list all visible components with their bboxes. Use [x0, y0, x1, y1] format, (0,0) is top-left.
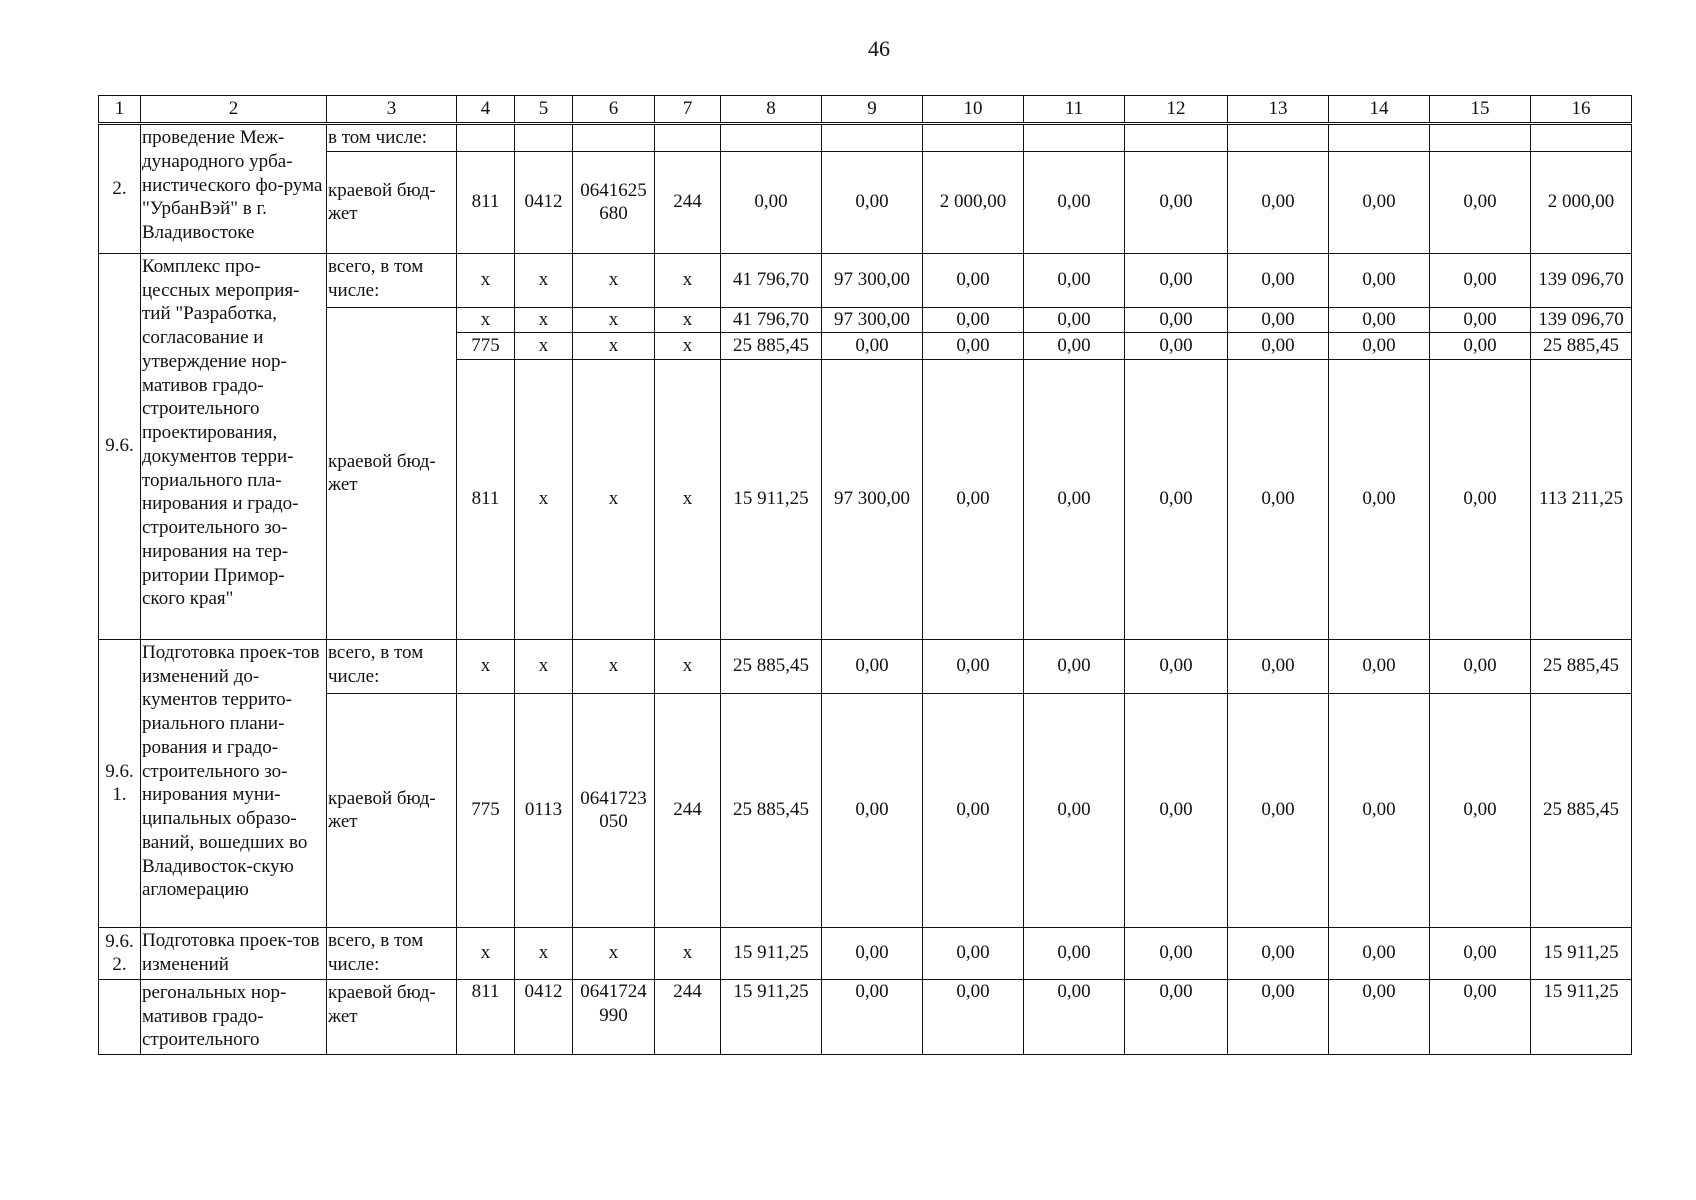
table-cell: 0,00 — [1228, 693, 1329, 927]
table-cell: 0,00 — [1430, 979, 1531, 1054]
table-cell: 0,00 — [1125, 693, 1228, 927]
table-cell: 0,00 — [1228, 151, 1329, 253]
table-cell: 25 885,45 — [1531, 693, 1632, 927]
table-cell: 0,00 — [1125, 359, 1228, 639]
table-cell: 0,00 — [1329, 307, 1430, 332]
table-cell: 0,00 — [1125, 639, 1228, 693]
table-cell: 811 — [457, 151, 515, 253]
table-cell: 0,00 — [1430, 151, 1531, 253]
header-cell: 14 — [1329, 96, 1430, 124]
table-row — [99, 307, 1632, 332]
measure-name: Комплекс про-цессных мероприя-тий "Разработка, согласование и утверждение нор-мативов градо-строительного проектирования, документов терри-ториального пла-нирования и градо-строительного зо-нирования на тер-ритории Примор-ского края" — [141, 253, 327, 639]
table-cell: 0,00 — [923, 307, 1024, 332]
funding-source: краевой бюд-жет — [327, 307, 457, 639]
row-number: 9.6. 2. — [99, 927, 141, 979]
table-cell: 811 — [457, 359, 515, 639]
table-cell: x — [573, 639, 655, 693]
table-cell: 25 885,45 — [721, 639, 822, 693]
funding-source: всего, в том числе: — [327, 639, 457, 693]
table-cell: 0,00 — [1430, 307, 1531, 332]
table-row — [99, 979, 1632, 1054]
header-cell: 13 — [1228, 96, 1329, 124]
table-cell: 15 911,25 — [721, 359, 822, 639]
header-cell: 7 — [655, 96, 721, 124]
table-cell: 0,00 — [1228, 979, 1329, 1054]
table-cell: 775 — [457, 332, 515, 359]
funding-source: всего, в том числе: — [327, 253, 457, 307]
table-cell: 0,00 — [1125, 927, 1228, 979]
table-cell: x — [515, 332, 573, 359]
header-cell: 1 — [99, 96, 141, 124]
table-cell: 0,00 — [1228, 307, 1329, 332]
table-cell: 0,00 — [1024, 307, 1125, 332]
table-cell: 0,00 — [923, 639, 1024, 693]
table-cell: 0,00 — [1024, 332, 1125, 359]
table-cell: 0,00 — [923, 332, 1024, 359]
table-cell: 0,00 — [1228, 359, 1329, 639]
table-cell: 0,00 — [721, 151, 822, 253]
table-cell: 775 — [457, 693, 515, 927]
header-cell: 8 — [721, 96, 822, 124]
table-cell: 97 300,00 — [822, 253, 923, 307]
measure-name: проведение Меж-дународного урба-нистического фо-рума "УрбанВэй" в г. Владивостоке — [141, 124, 327, 254]
table-cell: x — [573, 332, 655, 359]
table-cell: 25 885,45 — [1531, 639, 1632, 693]
table-row — [99, 693, 1632, 927]
table-cell: 0,00 — [1024, 151, 1125, 253]
table-cell: 15 911,25 — [1531, 979, 1632, 1054]
header-cell: 11 — [1024, 96, 1125, 124]
table-cell: 0,00 — [1329, 979, 1430, 1054]
table-cell: x — [655, 359, 721, 639]
table-cell: 0,00 — [1024, 693, 1125, 927]
funding-source: краевой бюд-жет — [327, 151, 457, 253]
funding-source: краевой бюд-жет — [327, 979, 457, 1054]
budget-table — [98, 95, 1632, 1055]
table-cell: 0,00 — [1430, 693, 1531, 927]
measure-name: Подготовка проек-тов изменений — [141, 927, 327, 979]
header-cell: 15 — [1430, 96, 1531, 124]
row-number: 9.6. 1. — [99, 639, 141, 927]
table-cell: 0,00 — [1430, 332, 1531, 359]
table-cell: 0,00 — [822, 693, 923, 927]
header-cell: 10 — [923, 96, 1024, 124]
row-number: 2. — [99, 124, 141, 254]
funding-source: всего, в том числе: — [327, 927, 457, 979]
table-cell: 15 911,25 — [721, 927, 822, 979]
table-cell: 0,00 — [1125, 307, 1228, 332]
table-cell: 2 000,00 — [923, 151, 1024, 253]
table-cell: 0,00 — [1125, 332, 1228, 359]
table-cell: 0412 — [515, 151, 573, 253]
table-cell: 25 885,45 — [721, 332, 822, 359]
table-cell: 0,00 — [1024, 359, 1125, 639]
table-cell: 15 911,25 — [1531, 927, 1632, 979]
table-cell: x — [655, 639, 721, 693]
header-cell: 9 — [822, 96, 923, 124]
table-cell: 0,00 — [1024, 927, 1125, 979]
table-cell: 0,00 — [1430, 639, 1531, 693]
table-cell: 139 096,70 — [1531, 307, 1632, 332]
table-cell: x — [655, 253, 721, 307]
table-cell: 25 885,45 — [1531, 332, 1632, 359]
table-cell: x — [515, 639, 573, 693]
header-cell: 5 — [515, 96, 573, 124]
table-cell: 139 096,70 — [1531, 253, 1632, 307]
header-row — [99, 96, 1632, 124]
funding-source: в том числе: — [327, 124, 457, 152]
table-cell: 41 796,70 — [721, 307, 822, 332]
table-cell: 0,00 — [1329, 693, 1430, 927]
table-cell: 0,00 — [1024, 253, 1125, 307]
table-cell: 0,00 — [1329, 359, 1430, 639]
table-cell: 0,00 — [923, 693, 1024, 927]
table-cell: 0,00 — [1430, 359, 1531, 639]
table-cell: 0,00 — [1125, 253, 1228, 307]
table-cell: x — [457, 253, 515, 307]
table-cell: 0,00 — [822, 927, 923, 979]
table-cell: 0,00 — [822, 332, 923, 359]
table-cell: x — [457, 307, 515, 332]
table-cell: 244 — [655, 693, 721, 927]
header-cell: 16 — [1531, 96, 1632, 124]
table-cell: 41 796,70 — [721, 253, 822, 307]
table-cell: x — [573, 359, 655, 639]
page-number: 46 — [868, 36, 890, 61]
table-cell: 244 — [655, 979, 721, 1054]
table-cell: 0,00 — [923, 927, 1024, 979]
table-cell: x — [655, 307, 721, 332]
table-cell: 0,00 — [822, 639, 923, 693]
table-cell: 15 911,25 — [721, 979, 822, 1054]
table-cell: x — [655, 332, 721, 359]
table-cell: 0,00 — [1329, 639, 1430, 693]
table-cell: 0,00 — [822, 979, 923, 1054]
table-cell: 97 300,00 — [822, 307, 923, 332]
table-cell: 25 885,45 — [721, 693, 822, 927]
table-cell: 0,00 — [1228, 253, 1329, 307]
table-cell: 97 300,00 — [822, 359, 923, 639]
table-row — [99, 639, 1632, 693]
table-cell: 0,00 — [923, 979, 1024, 1054]
funding-source: краевой бюд-жет — [327, 693, 457, 927]
table-cell: 0,00 — [1329, 151, 1430, 253]
header-cell: 2 — [141, 96, 327, 124]
table-cell: 0,00 — [822, 151, 923, 253]
row-number: 9.6. — [99, 253, 141, 639]
table-cell: x — [515, 927, 573, 979]
table-cell: 0,00 — [1430, 927, 1531, 979]
table-cell: 0113 — [515, 693, 573, 927]
table-cell: 2 000,00 — [1531, 151, 1632, 253]
measure-name: Подготовка проек-тов изменений до-кументов террито-риального плани-рования и градо-строительного зо-нирования муни-ципальных образо-ваний, вошедших во Владивосток-скую агломерацию — [141, 639, 327, 927]
table-cell: 0,00 — [1329, 253, 1430, 307]
table-cell: 0641724 990 — [573, 979, 655, 1054]
table-cell: 0,00 — [923, 359, 1024, 639]
table-cell: x — [457, 639, 515, 693]
table-cell: 0,00 — [1024, 639, 1125, 693]
table-row — [99, 927, 1632, 979]
measure-name: регональных нор-мативов градо-строительного — [141, 979, 327, 1054]
table-cell: 0,00 — [923, 253, 1024, 307]
table-cell: x — [655, 927, 721, 979]
table-cell: 113 211,25 — [1531, 359, 1632, 639]
header-cell: 3 — [327, 96, 457, 124]
header-cell: 4 — [457, 96, 515, 124]
table-cell: x — [573, 927, 655, 979]
table-cell: 0,00 — [1329, 927, 1430, 979]
table-cell: 0,00 — [1430, 253, 1531, 307]
table-cell: 0,00 — [1228, 639, 1329, 693]
table-cell: x — [573, 253, 655, 307]
table-row — [99, 253, 1632, 307]
table-cell: 0,00 — [1024, 979, 1125, 1054]
table-row — [99, 124, 1632, 152]
table-cell: x — [515, 359, 573, 639]
table-row — [99, 151, 1632, 253]
table-cell: 244 — [655, 151, 721, 253]
table-cell: x — [457, 927, 515, 979]
table-cell: 0,00 — [1125, 151, 1228, 253]
table-cell: x — [515, 307, 573, 332]
table-cell: 0,00 — [1228, 927, 1329, 979]
table-cell: 0,00 — [1329, 332, 1430, 359]
table-cell: x — [573, 307, 655, 332]
header-cell: 6 — [573, 96, 655, 124]
table-cell: 0412 — [515, 979, 573, 1054]
header-cell: 12 — [1125, 96, 1228, 124]
table-cell: 0641723 050 — [573, 693, 655, 927]
table-cell: 811 — [457, 979, 515, 1054]
table-cell: x — [515, 253, 573, 307]
table-cell: 0,00 — [1228, 332, 1329, 359]
table-cell: 0,00 — [1125, 979, 1228, 1054]
table-cell: 0641625 680 — [573, 151, 655, 253]
